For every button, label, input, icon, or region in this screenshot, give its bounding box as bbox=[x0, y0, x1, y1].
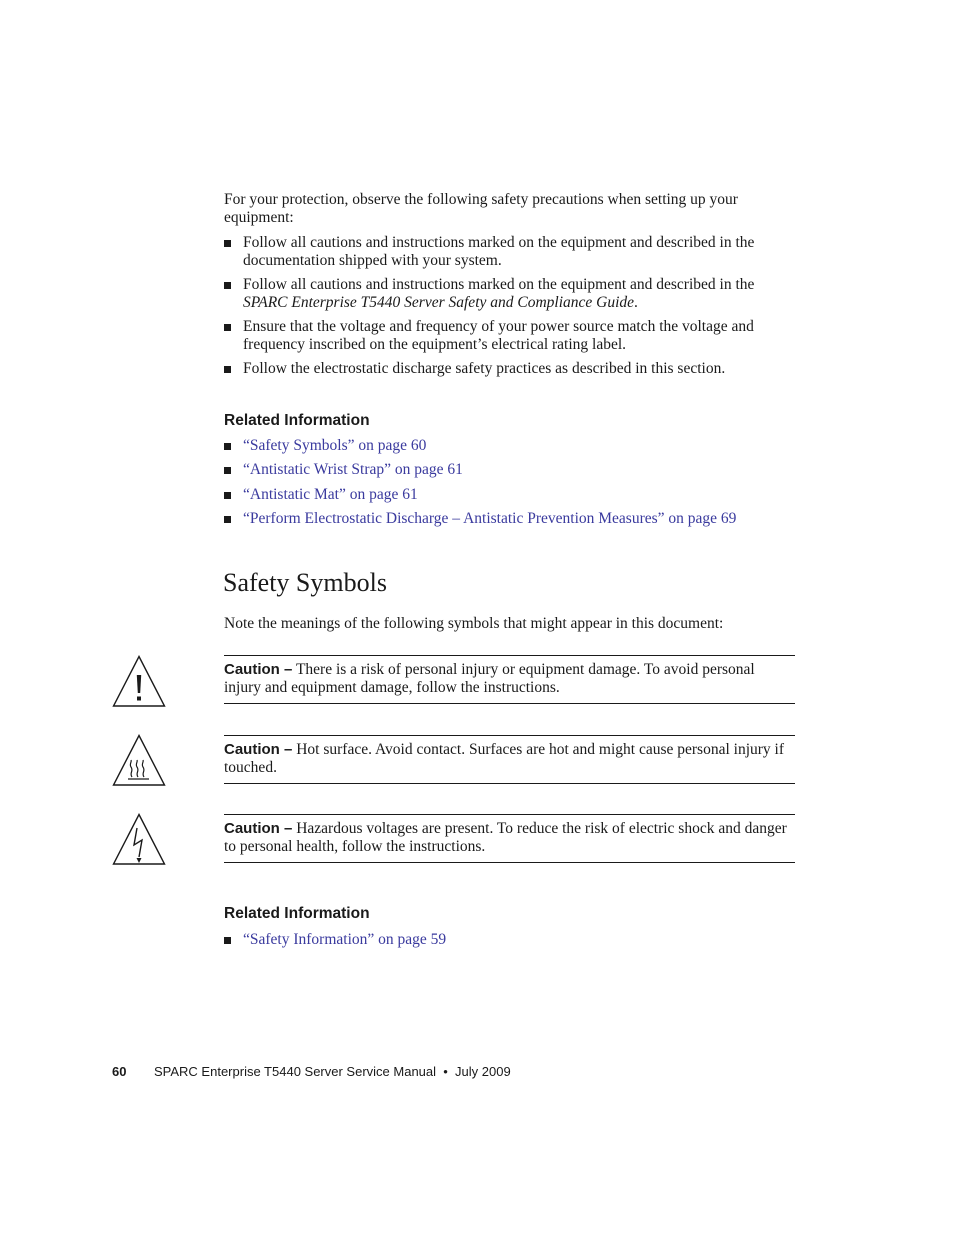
list-item bbox=[224, 461, 796, 479]
bullet-square-icon bbox=[224, 324, 231, 331]
caution-label: Caution – bbox=[224, 741, 293, 758]
hot-surface-icon bbox=[112, 734, 166, 786]
bullet-square-icon bbox=[224, 937, 231, 944]
section-title: Safety Symbols bbox=[223, 568, 387, 597]
bullet-square-icon bbox=[224, 467, 231, 474]
guide-title: SPARC Enterprise T5440 Server Safety and Compliance Guide bbox=[243, 294, 635, 311]
exclamation-warning-icon bbox=[112, 655, 166, 707]
list-item: Follow all cautions and instructions marked on the equipment and described in the documentation shipped with your system. bbox=[224, 234, 796, 270]
safety-precautions-list bbox=[224, 234, 796, 384]
link-safety-information[interactable]: “Safety Information” on page 59 bbox=[243, 931, 447, 948]
related-information-heading: Related Information bbox=[224, 412, 370, 429]
related-information-links bbox=[224, 437, 796, 535]
related-information-heading: Related Information bbox=[224, 905, 370, 922]
link-antistatic-wrist-strap[interactable]: “Antistatic Wrist Strap” on page 61 bbox=[243, 461, 463, 479]
caution-text: There is a risk of personal injury or equipment damage. To avoid personal injury and equipment damage, follow the instructions. bbox=[224, 661, 755, 696]
page-number: 60 bbox=[112, 1064, 127, 1079]
intro-paragraph: For your protection, observe the following safety precautions when setting up your equipment: bbox=[224, 191, 738, 226]
related-information-links bbox=[224, 931, 796, 955]
bullet-square-icon bbox=[224, 516, 231, 523]
bullet-square-icon bbox=[224, 492, 231, 499]
caution-label: Caution – bbox=[224, 661, 293, 678]
caution-note bbox=[224, 814, 795, 863]
caution-label: Caution – bbox=[224, 820, 293, 837]
list-item bbox=[224, 486, 796, 504]
high-voltage-icon bbox=[112, 813, 166, 865]
section-intro: Note the meanings of the following symbols that might appear in this document: bbox=[224, 615, 724, 632]
list-item: Follow all cautions and instructions marked on the equipment and described in the SPARC Enterprise T5440 Server Safety and Compliance Guide. bbox=[224, 276, 796, 312]
bullet-square-icon bbox=[224, 240, 231, 247]
caution-note bbox=[224, 655, 795, 704]
list-item bbox=[224, 931, 796, 949]
link-perform-esd-measures[interactable]: “Perform Electrostatic Discharge – Antistatic Prevention Measures” on page 69 bbox=[243, 510, 737, 528]
link-safety-symbols[interactable]: “Safety Symbols” on page 60 bbox=[243, 437, 427, 454]
list-item bbox=[224, 510, 796, 528]
list-item bbox=[224, 437, 796, 455]
caution-text: Hot surface. Avoid contact. Surfaces are hot and might cause personal injury if touched. bbox=[224, 741, 785, 776]
caution-note bbox=[224, 735, 795, 784]
link-antistatic-mat[interactable]: “Antistatic Mat” on page 61 bbox=[243, 485, 418, 503]
bullet-square-icon bbox=[224, 443, 231, 450]
caution-text: Hazardous voltages are present. To reduce the risk of electric shock and danger to personal health, follow the instructions. bbox=[224, 820, 787, 855]
list-item: Follow the electrostatic discharge safety practices as described in this section. bbox=[224, 360, 796, 378]
list-item: Ensure that the voltage and frequency of your power source match the voltage and frequency inscribed on the equipment’s electrical rating label. bbox=[224, 318, 796, 354]
page-footer bbox=[112, 1064, 511, 1079]
bullet-square-icon bbox=[224, 366, 231, 373]
bullet-square-icon bbox=[224, 282, 231, 289]
footer-text: SPARC Enterprise T5440 Server Service Manual • July 2009 bbox=[154, 1064, 511, 1079]
